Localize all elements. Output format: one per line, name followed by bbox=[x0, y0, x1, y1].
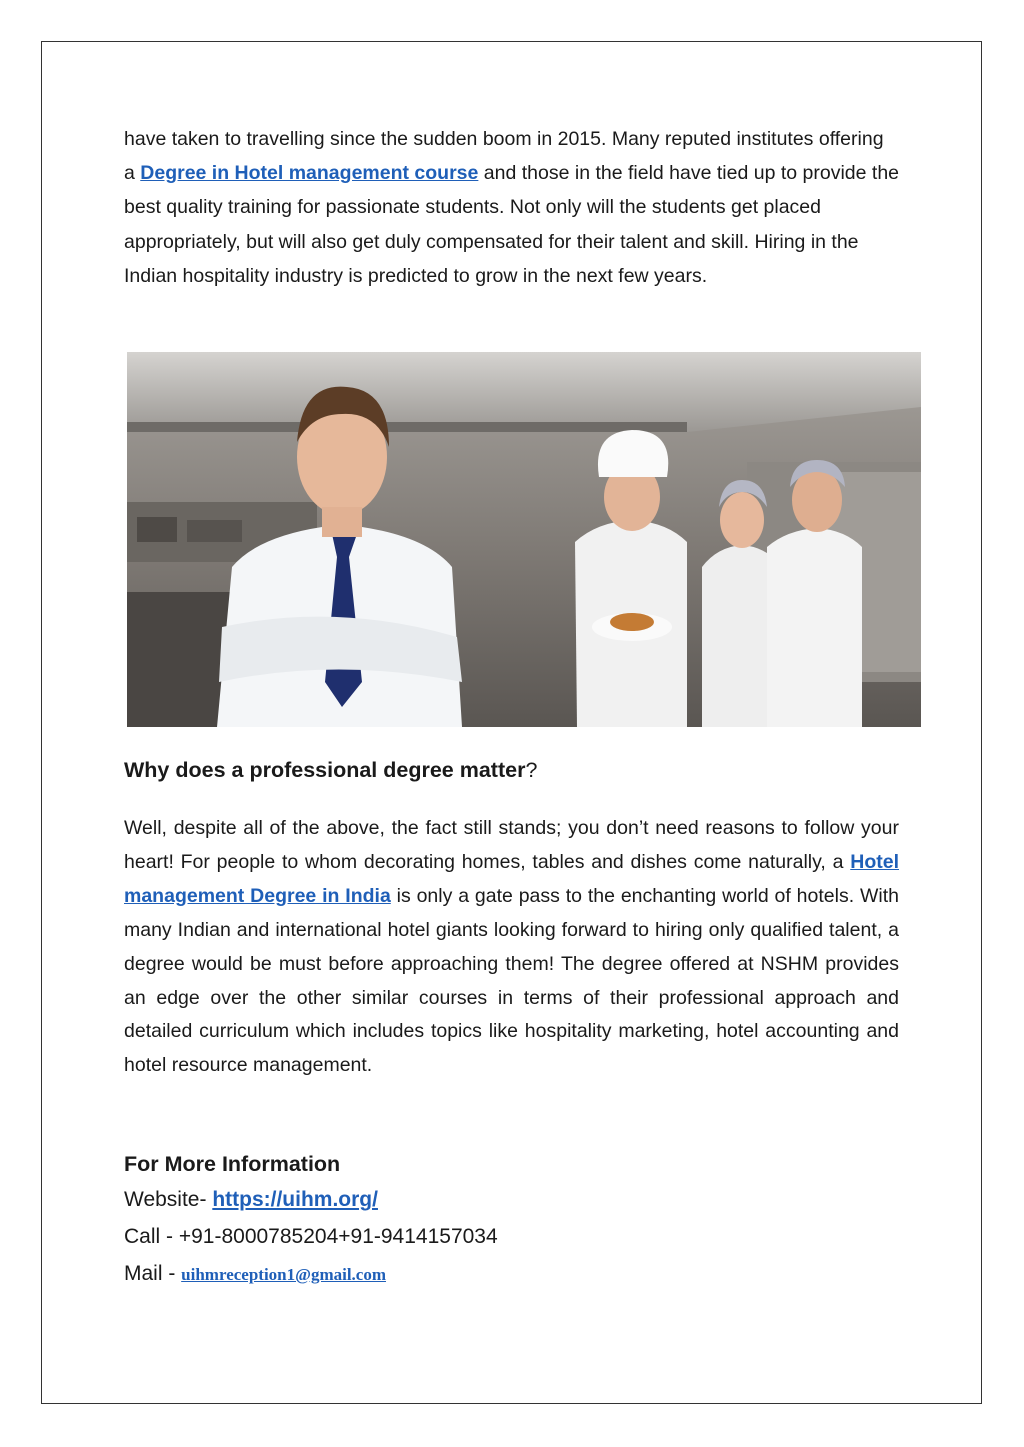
intro-paragraph bbox=[124, 122, 899, 293]
mail-label: Mail - bbox=[124, 1262, 182, 1285]
body-text-2: is only a gate pass to the enchanting world of hotels. With many Indian and international hotel giants looking forward to hiring only qualified talent, a degree would be must before approaching them! The degree offered at NSHM provides an edge over the other similar courses in terms of their professional approach and detailed curriculum which includes topics like hospitality marketing, hotel accounting and hotel resource management. bbox=[124, 884, 899, 1077]
more-info-title: For More Information bbox=[124, 1152, 341, 1176]
intro-text-2: and those in the field have tied up to provide the best quality training for passionate students. Not only will the students get placed appropriately, but will also get duly compensated for their talent and skill. Hiring in the Indian hospitality industry is predicted to grow in the next few years. bbox=[124, 162, 900, 287]
section-heading-question-mark: ? bbox=[525, 758, 538, 782]
call-line bbox=[124, 1225, 899, 1249]
website-line bbox=[124, 1188, 899, 1212]
mail-line bbox=[124, 1262, 899, 1286]
kitchen-staff-photo bbox=[127, 352, 921, 727]
call-numbers: +91-8000785204+91-9414157034 bbox=[178, 1225, 498, 1248]
section-heading-text: Why does a professional degree matter bbox=[124, 758, 526, 782]
mail-link[interactable]: uihmreception1@gmail.com bbox=[181, 1265, 387, 1284]
body-text-1: Well, despite all of the above, the fact still stands; you don’t need reasons to follow your heart! For people to whom decorating homes, tables and dishes come naturally, a bbox=[124, 817, 899, 873]
section-heading bbox=[124, 758, 899, 783]
degree-course-link[interactable]: Degree in Hotel management course bbox=[140, 162, 479, 185]
hotel-degree-india-link[interactable]: Hotel management Degree in India bbox=[124, 850, 899, 907]
body-paragraph bbox=[124, 812, 899, 1083]
intro-text-1: have taken to travelling since the sudden boom in 2015. Many reputed institutes offering a bbox=[124, 128, 884, 185]
call-label: Call - bbox=[124, 1225, 179, 1248]
website-link[interactable]: https://uihm.org/ bbox=[212, 1188, 378, 1211]
website-label: Website- bbox=[124, 1188, 213, 1211]
